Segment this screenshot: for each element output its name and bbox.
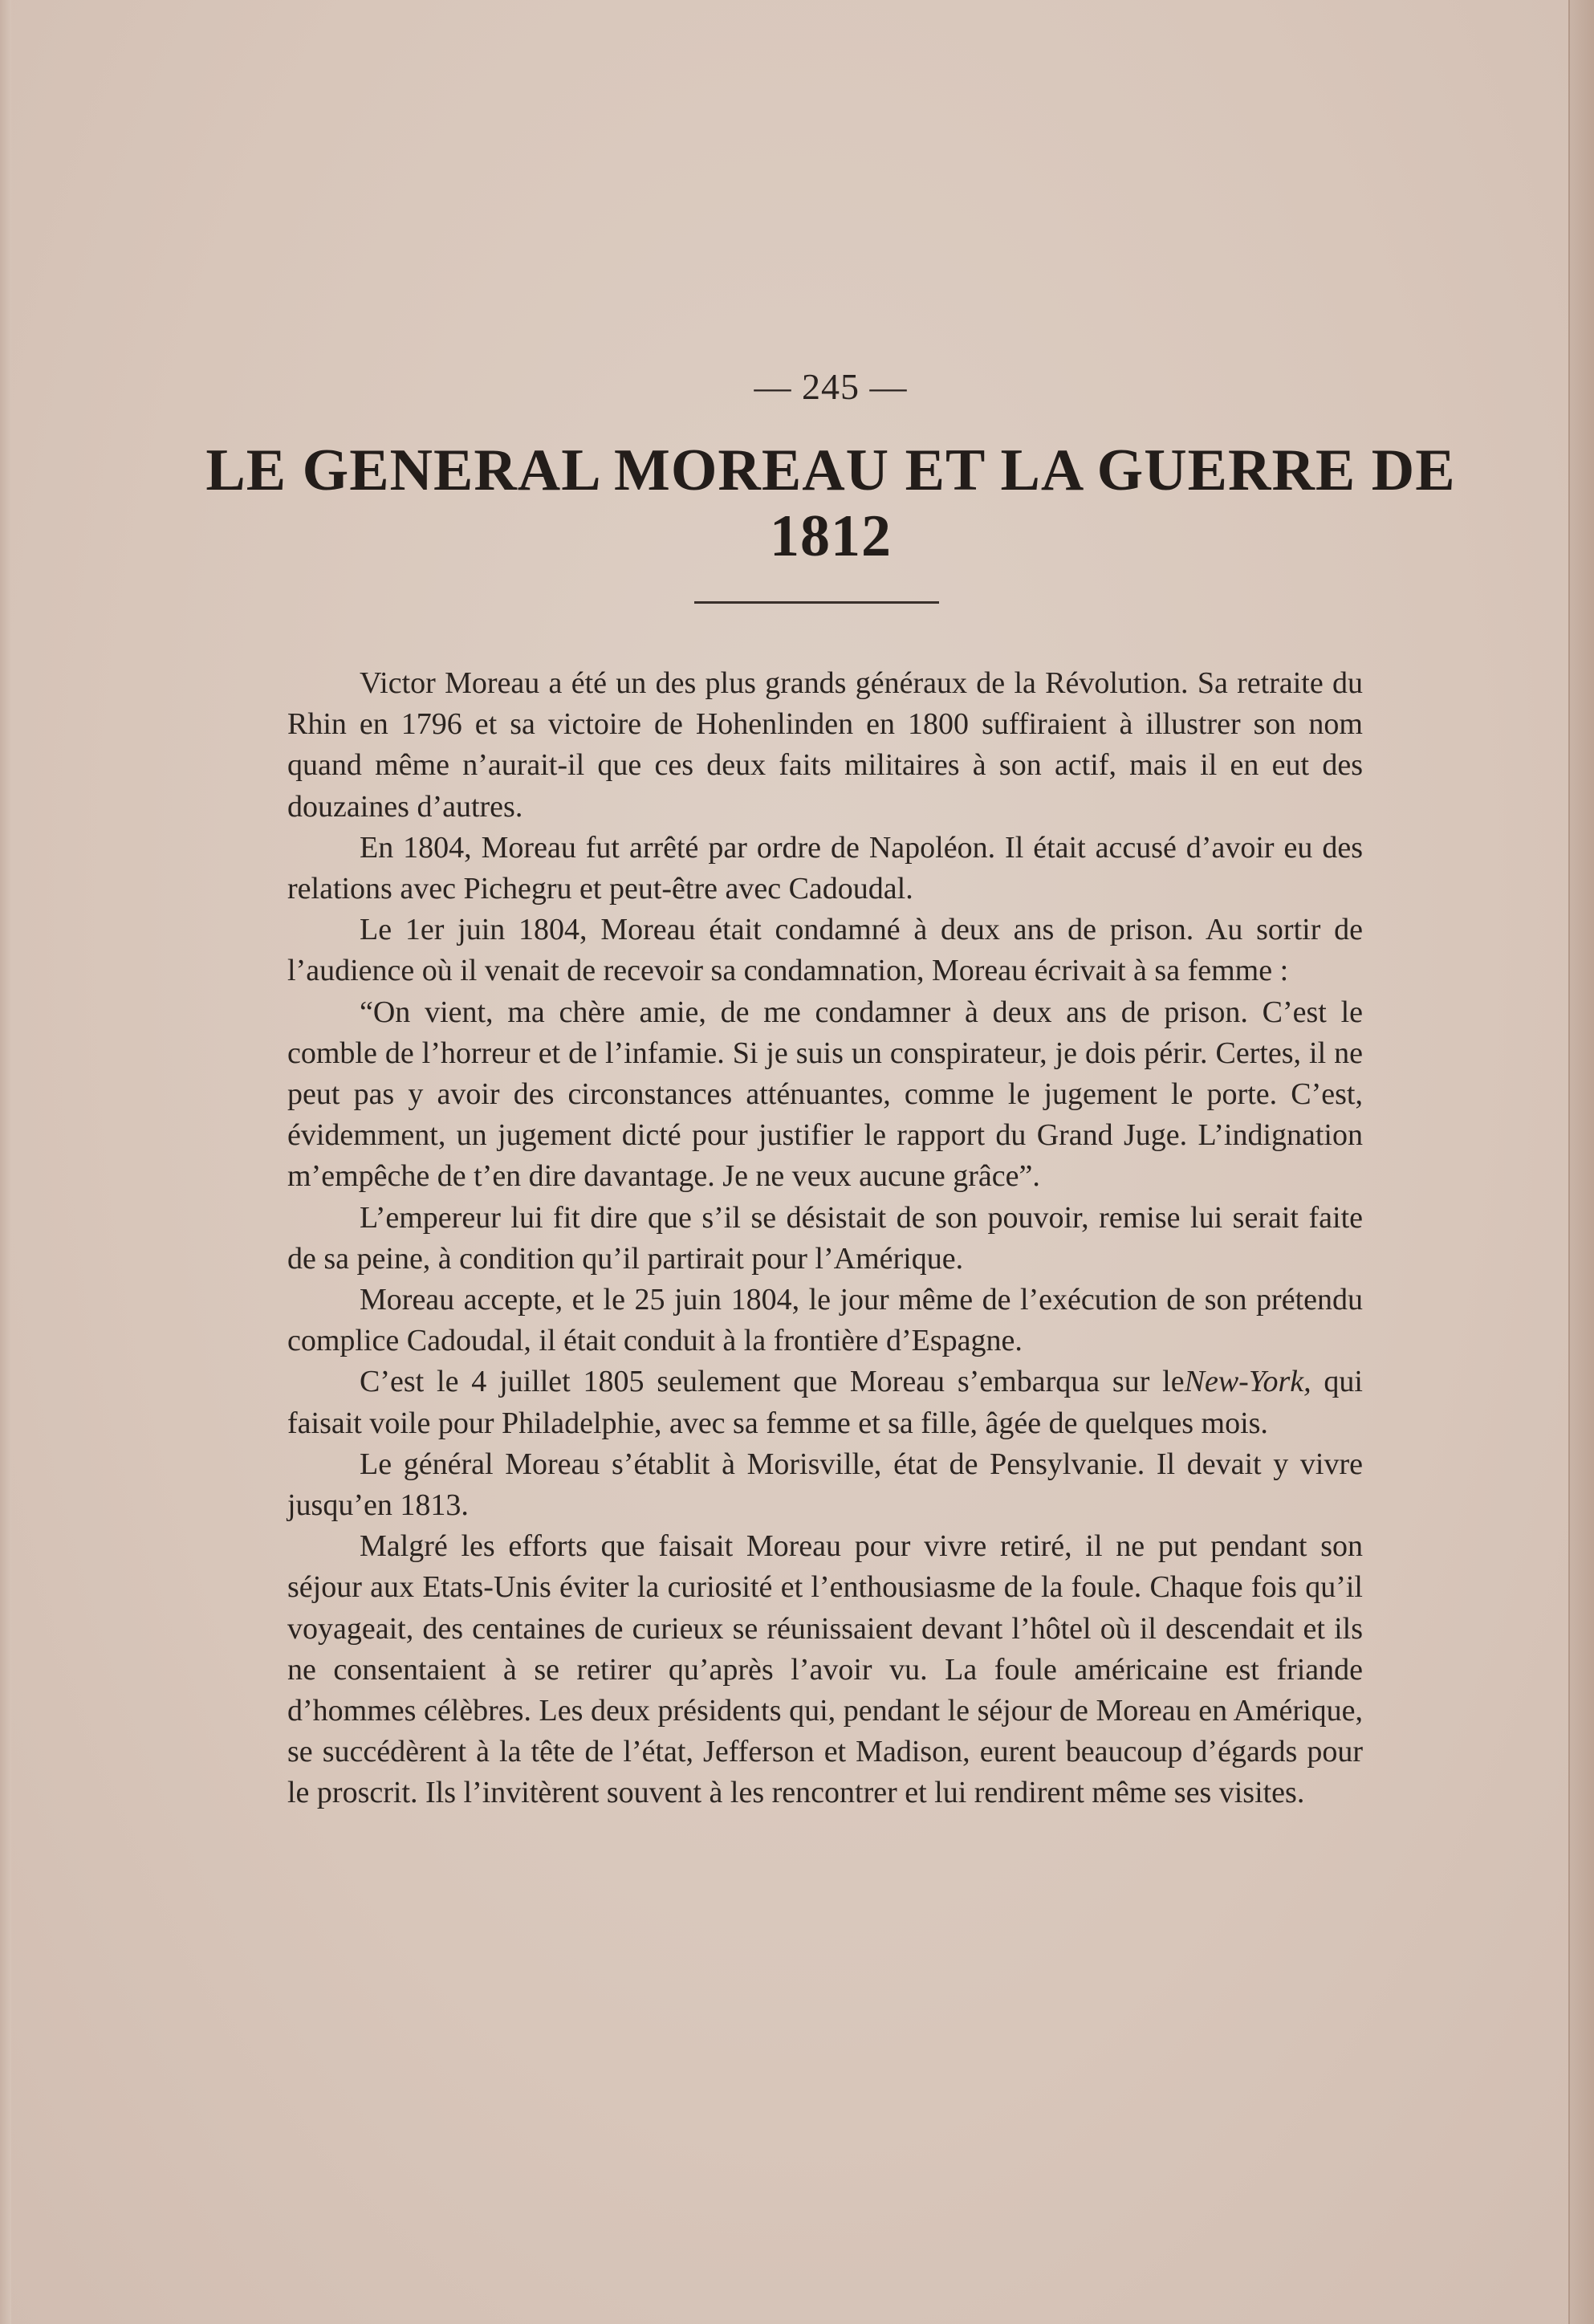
title-divider <box>694 601 939 604</box>
paragraph: Le 1er juin 1804, Moreau était condamné à deux ans de prison. Au sortir de l’audience où il venait de recevoir sa condamnation, Moreau écrivait à sa femme : <box>287 913 1363 988</box>
paragraph <box>287 1361 1363 1443</box>
paragraph: Malgré les efforts que faisait Moreau pour vivre retiré, il ne put pendant son séjour aux Etats-Unis éviter la curiosité et l’enthousiasme de la foule. Chaque fois qu’il voyageait, des centaines de curieux se réunissaient devant l’hôtel où il descendait et ils ne consentaient à se retirer qu’après l’avoir vu. La foule américaine est friande d’hommes célèbres. Les deux présidents qui, pendant le séjour de Moreau en Amérique, se succédèrent à la tête de l’état, Jefferson et Madison, eurent beaucoup d’égards pour le proscrit. Ils l’invitèrent souvent à les rencontrer et lui rendirent même ses visites. <box>287 1529 1363 1810</box>
paragraph-text: qui faisait voile pour Philadelphie, avec sa femme et sa fille, âgée de quelques mois. <box>287 1365 1363 1440</box>
paragraph: “On vient, ma chère amie, de me condamner à deux ans de prison. C’est le comble de l’horreur et de l’infamie. Si je suis un conspirateur, je dois périr. Certes, il ne peut pas y avoir des circonstances atténuantes, comme le jugement le porte. C’est, évidemment, un jugement dicté pour justifier le rapport du Grand Juge. L’indignation m’empêche de t’en dire davantage. Je ne veux aucune grâce”. <box>287 995 1363 1194</box>
paragraph-text: C’est le 4 juillet 1805 seulement que Moreau s’embarqua sur le <box>360 1365 1185 1399</box>
paragraph: L’empereur lui fit dire que s’il se désistait de son pouvoir, remise lui serait faite de sa peine, à condition qu’il partirait pour l’Amérique. <box>287 1200 1363 1276</box>
ship-name: New-York, <box>1184 1365 1311 1399</box>
paragraph: En 1804, Moreau fut arrêté par ordre de Napoléon. Il était accusé d’avoir eu des relations avec Pichegru et peut-être avec Cadoudal. <box>287 830 1363 906</box>
paragraph: Moreau accepte, et le 25 juin 1804, le jour même de l’exécution de son prétendu complice Cadoudal, il était conduit à la frontière d’Espagne. <box>287 1283 1363 1358</box>
page-number: — 245 — <box>754 366 908 407</box>
page-left-edge <box>0 0 11 2324</box>
page-right-edge <box>1568 0 1594 2324</box>
chapter-title: LE GENERAL MOREAU ET LA GUERRE DE 1812 <box>205 438 1456 569</box>
paragraph: Le général Moreau s’établit à Morisville, état de Pensylvanie. Il devait y vivre jusqu’en 1813. <box>287 1447 1363 1523</box>
body-text <box>287 663 1363 1814</box>
paragraph: Victor Moreau a été un des plus grands généraux de la Révolution. Sa retraite du Rhin en 1796 et sa victoire de Hohenlinden en 1800 suffiraient à illustrer son nom quand même n’aurait-il que ces deux faits militaires à son actif, mais il en eut des douzaines d’autres. <box>287 666 1363 824</box>
